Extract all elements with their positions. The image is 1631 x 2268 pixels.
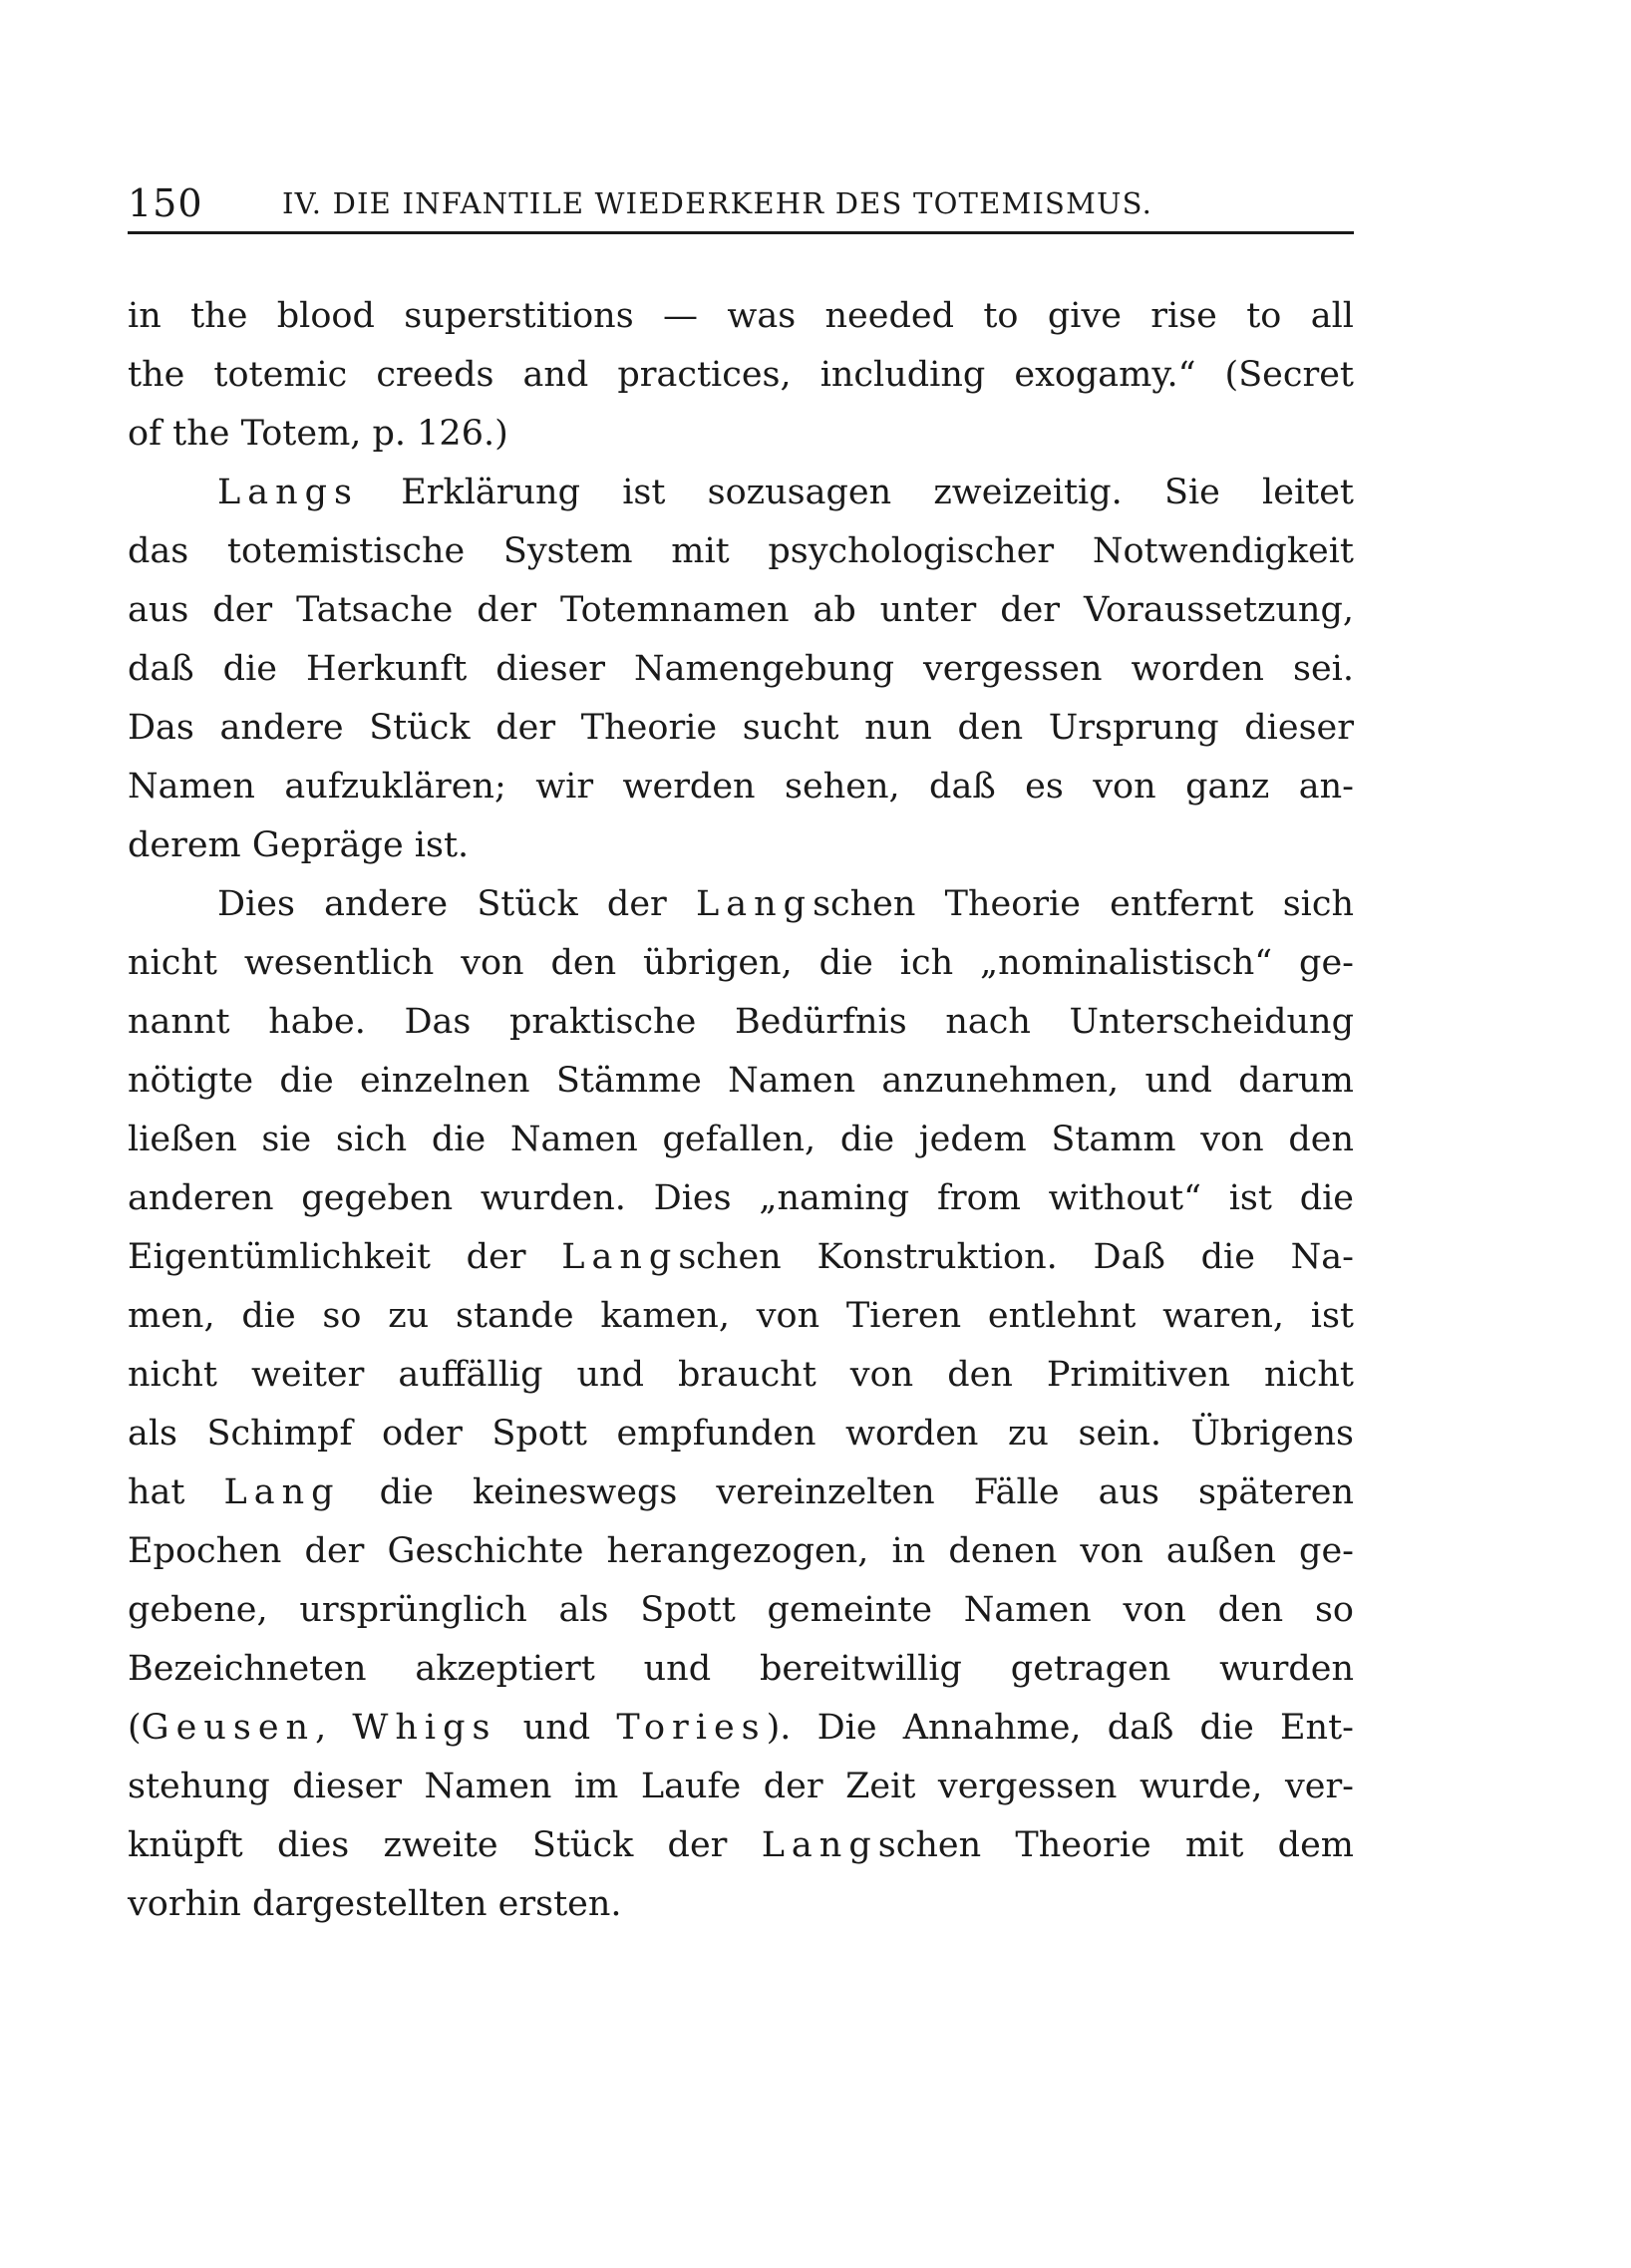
text-run: Eigentümlichkeit der (128, 1237, 562, 1277)
text-line: the totemic creeds and practices, including exogamy.“ (Secret (128, 355, 1354, 395)
text-line: stehung dieser Namen im Laufe der Zeit vergessen wurde, ver- (128, 1767, 1354, 1806)
body-text (128, 287, 1354, 1934)
text-line: anderen gegeben wurden. Dies „naming from without“ ist die (128, 1178, 1354, 1218)
text-line: als Schimpf oder Spott empfunden worden zu sein. Übrigens (128, 1414, 1354, 1454)
text-line: nötigte die einzelnen Stämme Namen anzunehmen, und darum (128, 1061, 1354, 1101)
text-run: schen Konstruktion. Daß die Na- (678, 1237, 1354, 1277)
text-line (128, 1463, 1354, 1522)
text-line (128, 875, 1354, 934)
text-line: Das andere Stück der Theorie sucht nun den Ursprung dieser (128, 708, 1354, 748)
text-run: ( (128, 1708, 142, 1748)
text-run: knüpft dies zweite Stück der (128, 1825, 762, 1865)
text-run: Dies andere Stück der (217, 884, 696, 924)
text-run: hat (128, 1472, 224, 1512)
emphasized-name: Lang (561, 1237, 679, 1277)
running-head (128, 181, 1354, 231)
emphasized-name: Lang (223, 1472, 341, 1512)
emphasized-name: Langs (217, 473, 360, 512)
text-line: of the Totem, p. 126.) (128, 414, 508, 454)
text-line (128, 1228, 1354, 1287)
text-line: Epochen der Geschichte herangezogen, in denen von außen ge- (128, 1531, 1354, 1571)
text-line: derem Gepräge ist. (128, 825, 470, 865)
text-line (128, 464, 1354, 522)
text-run: ). Die Annahme, daß die Ent- (766, 1708, 1354, 1748)
text-line (128, 1699, 1354, 1758)
text-line: aus der Tatsache der Totemnamen ab unter der Voraussetzung, (128, 590, 1354, 630)
chapter-title: IV. DIE INFANTILE WIEDERKEHR DES TOTEMISMUS. (282, 186, 1153, 220)
text-line: Namen aufzuklären; wir werden sehen, daß es von ganz an- (128, 767, 1354, 807)
text-line (128, 1816, 1354, 1875)
text-run: die keineswegs vereinzelten Fälle aus späteren (340, 1472, 1354, 1512)
text-line: vorhin dargestellten ersten. (128, 1884, 622, 1924)
emphasized-name: Lang (696, 884, 814, 924)
emphasized-name: Whigs (352, 1708, 497, 1748)
text-line: nicht wesentlich von den übrigen, die ich „nominalistisch“ ge- (128, 943, 1354, 983)
text-line: nannt habe. Das praktische Bedürfnis nach Unterscheidung (128, 1002, 1354, 1042)
emphasized-name: Tories (616, 1708, 767, 1748)
text-line: ließen sie sich die Namen gefallen, die jedem Stamm von den (128, 1120, 1354, 1159)
text-line: nicht weiter auffällig und braucht von den Primitiven nicht (128, 1355, 1354, 1395)
page-number: 150 (128, 181, 203, 225)
emphasized-name: Geusen (141, 1708, 316, 1748)
text-line: daß die Herkunft dieser Namengebung vergessen worden sei. (128, 649, 1354, 689)
text-run: schen Theorie entfernt sich (813, 884, 1354, 924)
text-line: das totemistische System mit psychologischer Notwendigkeit (128, 531, 1354, 571)
text-line: men, die so zu stande kamen, von Tieren entlehnt waren, ist (128, 1296, 1354, 1336)
text-run: Erklärung ist sozusagen zweizeitig. Sie leitet (359, 473, 1354, 512)
header-rule (128, 231, 1354, 234)
text-line: Bezeichneten akzeptiert und bereitwillig getragen wurden (128, 1649, 1354, 1689)
text-line: in the blood superstitions — was needed to give rise to all (128, 296, 1354, 336)
emphasized-name: Lang (761, 1825, 878, 1865)
text-run: und (496, 1708, 617, 1748)
text-line: gebene, ursprünglich als Spott gemeinte Namen von den so (128, 1590, 1354, 1630)
text-run: , (315, 1708, 353, 1748)
text-run: schen Theorie mit dem (877, 1825, 1354, 1865)
